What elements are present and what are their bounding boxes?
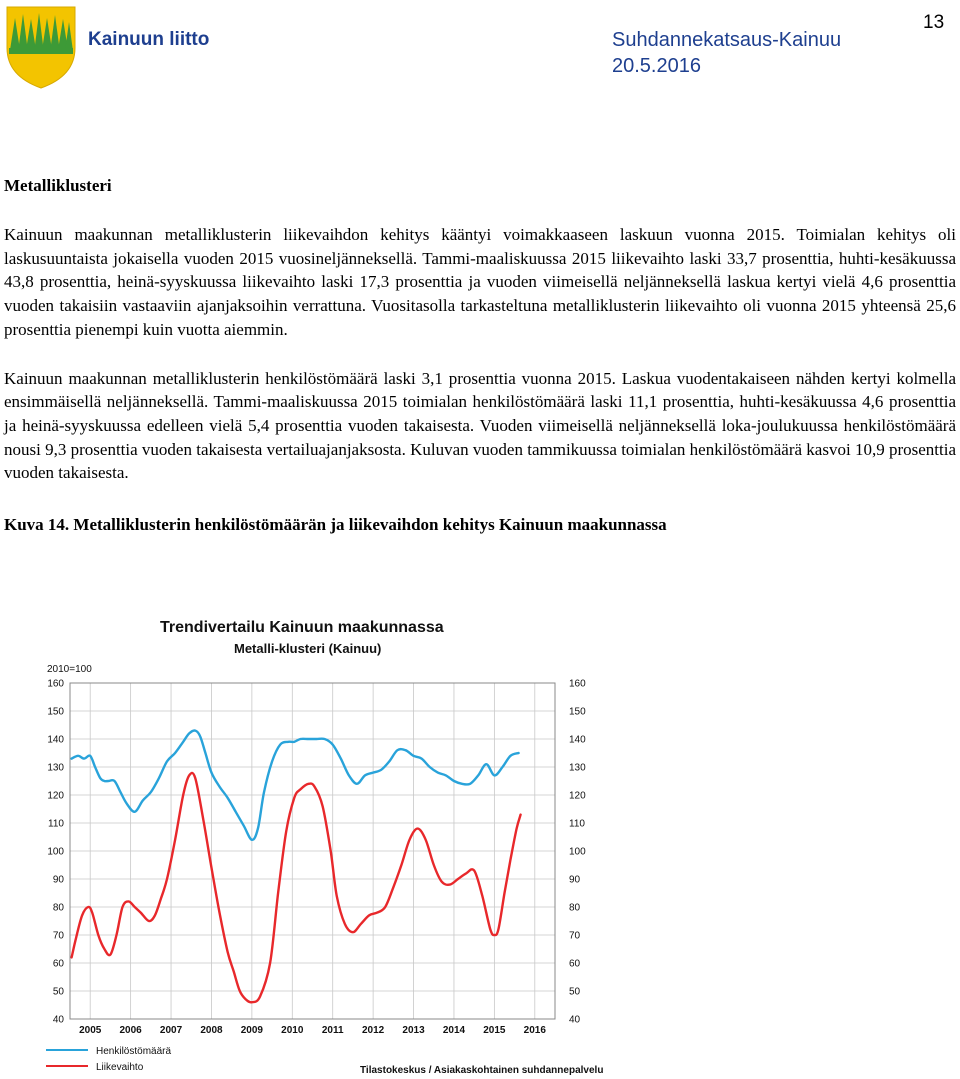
y-tick-label-left: 70 bbox=[52, 930, 64, 942]
y-tick-label-left: 100 bbox=[47, 846, 64, 858]
series-line-employees bbox=[72, 730, 519, 839]
x-tick-label: 2015 bbox=[483, 1025, 506, 1036]
y-tick-label-right: 150 bbox=[569, 706, 586, 718]
x-tick-label: 2013 bbox=[402, 1025, 425, 1036]
y-tick-label-left: 60 bbox=[52, 958, 64, 970]
organization-name: Kainuun liitto bbox=[88, 29, 210, 50]
y-tick-label-right: 160 bbox=[569, 678, 586, 690]
x-tick-label: 2010 bbox=[281, 1025, 304, 1036]
figure-caption: Kuva 14. Metalliklusterin henkilöstömäärän ja liikevaihdon kehitys Kainuun maakunnassa bbox=[4, 515, 667, 535]
x-tick-label: 2006 bbox=[119, 1025, 142, 1036]
grid bbox=[70, 683, 555, 1019]
report-title: Suhdannekatsaus-Kainuu bbox=[612, 29, 842, 51]
chart-source: Tilastokeskus / Asiakaskohtainen suhdannepalvelu bbox=[360, 1065, 604, 1076]
y-tick-label-right: 50 bbox=[569, 986, 581, 998]
y-tick-label-left: 130 bbox=[47, 762, 64, 774]
y-tick-label-left: 40 bbox=[52, 1014, 64, 1026]
paragraph-employees: Kainuun maakunnan metalliklusterin henkilöstömäärä laski 3,1 prosenttia vuonna 2015. Laskua vuodentakaiseen nähden kertyi kolmella ensimmäisellä neljänneksellä. Tammi-maaliskuussa 2015 toimialan henkilöstömäärä laski 11,1 prosenttia, huhti-kesäkuussa 4,6 prosenttia ja heinä-syyskuussa edelleen vielä 5,4 prosenttia vuoden takaisesta. Vuoden viimeisellä neljänneksellä loka-joulukuussa henkilöstömäärä nousi 9,3 prosenttia vuoden takaisesta vertailuajanjaksosta. Kuluvan vuoden tammikuussa toimialan henkilöstömäärä kasvoi 10,9 prosenttia vuoden takaisesta. bbox=[4, 368, 956, 483]
y-tick-label-left: 120 bbox=[47, 790, 64, 802]
x-tick-label: 2016 bbox=[523, 1025, 546, 1036]
y-tick-label-right: 70 bbox=[569, 930, 581, 942]
y-tick-label-left: 90 bbox=[52, 874, 64, 886]
chart-subtitle: Metalli-klusteri (Kainuu) bbox=[234, 641, 382, 656]
y-tick-label-left: 80 bbox=[52, 902, 64, 914]
y-tick-label-right: 120 bbox=[569, 790, 586, 802]
legend-label-employees: Henkilöstömäärä bbox=[96, 1046, 172, 1057]
y-tick-label-right: 110 bbox=[569, 818, 585, 830]
x-tick-label: 2012 bbox=[362, 1025, 385, 1036]
section-title: Metalliklusteri bbox=[4, 176, 112, 195]
y-tick-label-right: 90 bbox=[569, 874, 581, 886]
axis-ticks bbox=[47, 679, 586, 1037]
y-tick-label-right: 80 bbox=[569, 902, 581, 914]
x-tick-label: 2014 bbox=[442, 1025, 466, 1036]
y-tick-label-right: 140 bbox=[569, 734, 586, 746]
trend-chart bbox=[40, 606, 610, 1078]
x-tick-label: 2007 bbox=[159, 1025, 183, 1036]
y-tick-label-right: 130 bbox=[569, 762, 586, 774]
report-date: 20.5.2016 bbox=[612, 55, 701, 77]
page-header bbox=[0, 0, 960, 100]
paragraph-turnover: Kainuun maakunnan metalliklusterin liikevaihdon kehitys kääntyi voimakkaaseen laskuun vuonna 2015. Toimialan kehitys oli laskusuuntaista jokaisella vuoden 2015 vuosineljänneksellä. Tammi-maaliskuussa 2015 liikevaihto laski 33,7 prosenttia, huhti-kesäkuussa 43,8 prosenttia, heinä-syyskuussa liikevaihto laski 17,3 prosenttia ja vuoden viimeisellä neljänneksellä laskua kertyi vielä 4,6 prosenttia vuoden takaisiin vastaaviin ajanjaksoihin verrattuna. Vuositasolla tarkasteltuna metalliklusterin liikevaihto oli vuonna 2015 yhteensä 25,6 prosenttia pienempi kuin vuotta aiemmin. bbox=[4, 225, 956, 339]
y-tick-label-left: 150 bbox=[47, 706, 64, 718]
page-number: 13 bbox=[923, 12, 945, 33]
y-tick-label-left: 160 bbox=[47, 678, 64, 690]
x-tick-label: 2005 bbox=[79, 1025, 102, 1036]
y-tick-label-right: 60 bbox=[569, 958, 581, 970]
document-body bbox=[4, 173, 956, 537]
legend-label-turnover: Liikevaihto bbox=[96, 1062, 144, 1073]
y-tick-label-left: 50 bbox=[52, 986, 64, 998]
index-label: 2010=100 bbox=[47, 664, 92, 675]
y-tick-label-right: 40 bbox=[569, 1014, 581, 1026]
x-tick-label: 2009 bbox=[240, 1025, 263, 1036]
chart-title: Trendivertailu Kainuun maakunnassa bbox=[160, 619, 444, 636]
kainuu-coat-of-arms-icon bbox=[4, 4, 78, 90]
x-tick-label: 2011 bbox=[321, 1025, 344, 1036]
y-tick-label-right: 100 bbox=[569, 846, 586, 858]
x-tick-label: 2008 bbox=[200, 1025, 223, 1036]
series bbox=[72, 730, 521, 1002]
y-tick-label-left: 110 bbox=[48, 818, 64, 830]
legend bbox=[46, 1046, 171, 1073]
y-tick-label-left: 140 bbox=[47, 734, 64, 746]
